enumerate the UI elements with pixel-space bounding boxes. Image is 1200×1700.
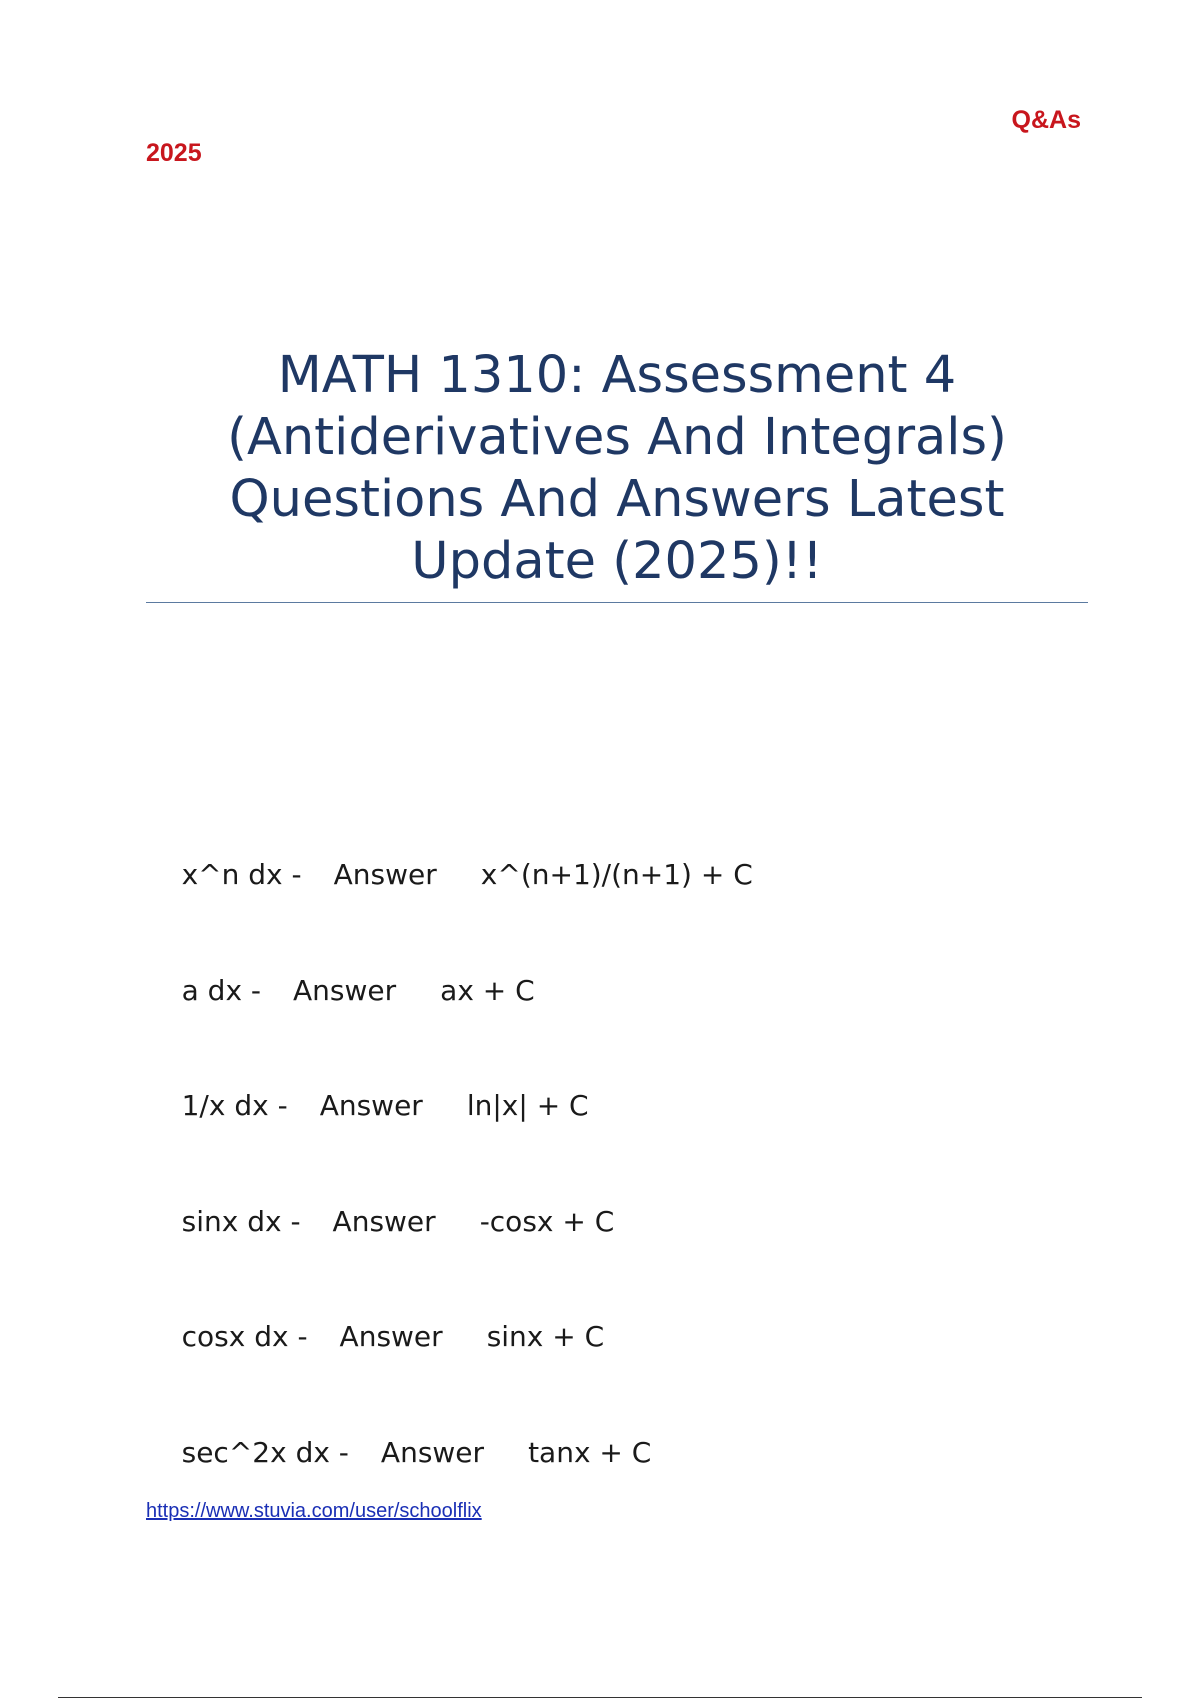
qa-question: x^n dx - <box>181 858 302 891</box>
document-title: MATH 1310: Assessment 4 (Antiderivatives And Integrals) Questions And Answers Latest Update (2025)!! <box>227 346 1007 591</box>
qa-answer: sinx + C <box>486 1320 605 1353</box>
qa-answer: x^(n+1)/(n+1) + C <box>480 858 753 891</box>
qa-question: a dx - <box>181 973 262 1007</box>
qa-answer-label: Answer <box>319 1089 423 1122</box>
title-divider <box>146 602 1088 603</box>
qa-answer-label: Answer <box>380 1435 485 1469</box>
qa-answer: ax + C <box>440 973 535 1007</box>
qa-item <box>146 916 1046 1032</box>
qa-answer-label: Answer <box>333 858 437 891</box>
qa-item <box>146 1262 1046 1378</box>
qa-answer-label: Answer <box>332 1204 436 1238</box>
qa-item <box>146 1031 1046 1147</box>
qa-answer: tanx + C <box>528 1435 652 1469</box>
header-tag-qas: Q&As <box>1011 106 1081 134</box>
qa-question: sinx dx - <box>181 1204 301 1238</box>
header-tag-year: 2025 <box>146 139 202 167</box>
qa-answer-label: Answer <box>339 1320 443 1353</box>
qa-answer: -cosx + C <box>479 1204 615 1238</box>
qa-list <box>146 800 1046 1493</box>
qa-answer: ln|x| + C <box>466 1089 589 1122</box>
qa-item <box>146 1147 1046 1263</box>
qa-question: 1/x dx - <box>181 1089 288 1122</box>
source-link[interactable]: https://www.stuvia.com/user/schoolflix <box>146 1500 482 1522</box>
footer-divider <box>58 1697 1142 1698</box>
qa-answer-label: Answer <box>293 973 397 1007</box>
qa-item <box>146 800 1046 916</box>
qa-question: sec^2x dx - <box>181 1435 349 1469</box>
qa-question: cosx dx - <box>181 1320 308 1353</box>
qa-item <box>146 1378 1046 1494</box>
